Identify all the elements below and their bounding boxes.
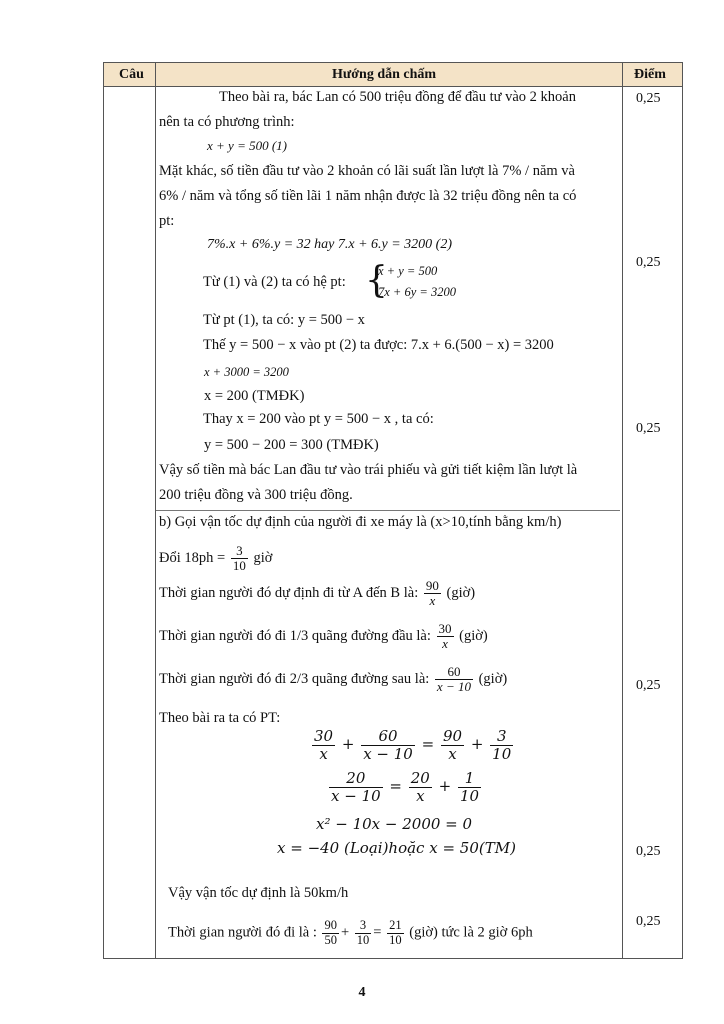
system-brace: { [365, 260, 388, 301]
a-sys-2: 7x + 6y = 3200 [378, 285, 456, 299]
b-math-1: $\frac{30}{x}$ + $\frac{60}{x - 10}$ = $\frac{90}{x}$ + $\frac{3}{10}$ [314, 727, 512, 763]
score-4: 0,25 [636, 678, 661, 693]
a-line-2: nên ta có phương trình: [159, 114, 295, 130]
score-5: 0,25 [636, 844, 661, 859]
a-line-9: Thay x = 200 vào pt y = 500 − x , ta có: [203, 411, 434, 427]
a-eq-1: x + y = 500 (1) [207, 138, 287, 153]
a-eq-3: x + 3000 = 3200 [204, 365, 289, 379]
a-line-3: Mặt khác, số tiền đầu tư vào 2 khoản có lãi suất lần lượt là 7% / năm và [159, 163, 575, 179]
b-line-1: b) Gọi vận tốc dự định của người đi xe máy là (x>10,tính bằng km/h) [159, 514, 562, 530]
header-diem: Điểm [634, 67, 666, 82]
a-line-8: Thế y = 500 − x vào pt (2) ta được: 7.x + 6.(500 − x) = 3200 [203, 337, 554, 353]
header-cau: Câu [119, 67, 144, 82]
a-eq-4: x = 200 (TMĐK) [204, 388, 305, 404]
score-6: 0,25 [636, 914, 661, 929]
a-line-1: Theo bài ra, bác Lan có 500 triệu đồng để đầu tư vào 2 khoản [219, 89, 576, 105]
score-3: 0,25 [636, 421, 661, 436]
b-line-6: Theo bài ra ta có PT: [159, 710, 281, 726]
score-1: 0,25 [636, 91, 661, 106]
b-line-2: Đổi 18ph = $\frac{3}{10}$ giờ [159, 543, 273, 574]
b-line-3: Thời gian người đó dự định đi từ A đến B là: $\frac{90}{x}$ (giờ) [159, 578, 476, 609]
a-line-7: Từ pt (1), ta có: y = 500 − x [203, 312, 365, 328]
b-line-5: Thời gian người đó đi 2/3 quãng đường sau là: $\frac{60}{x - 10}$ (giờ) [159, 664, 508, 695]
b-math-2: $\frac{20}{x - 10}$ = $\frac{20}{x}$ + $\frac{1}{10}$ [331, 769, 480, 805]
a-eq-5: y = 500 − 200 = 300 (TMĐK) [204, 437, 379, 453]
a-line-4: 6% / năm và tổng số tiền lãi 1 năm nhận được là 32 triệu đồng nên ta có [159, 188, 577, 204]
b-line-4: Thời gian người đó đi 1/3 quãng đường đầu là: $\frac{30}{x}$ (giờ) [159, 621, 488, 652]
b-math-4: x = −40 (Loại)hoặc x = 50(TM) [277, 839, 516, 857]
table-header [104, 63, 682, 87]
score-2: 0,25 [636, 255, 661, 270]
a-line-10: Vậy số tiền mà bác Lan đầu tư vào trái phiếu và gửi tiết kiệm lần lượt là [159, 462, 578, 478]
b-math-3: x² − 10x − 2000 = 0 [316, 815, 473, 833]
row-divider [156, 510, 620, 511]
a-line-6: Từ (1) và (2) ta có hệ pt: [203, 274, 346, 290]
b-line-8: Thời gian người đó đi là : $\frac{90}{50}$ + $\frac{3}{10}$ = $\frac{21}{10}$ (giờ) tức là 2 giờ 6ph [168, 918, 533, 947]
a-sys-1: x + y = 500 [378, 264, 438, 278]
a-line-5: pt: [159, 213, 175, 229]
b-line-7: Vậy vận tốc dự định là 50km/h [168, 885, 349, 901]
col-divider-2 [622, 63, 623, 958]
a-line-11: 200 triệu đồng và 300 triệu đồng. [159, 487, 353, 503]
a-eq-2: 7%.x + 6%.y = 32 hay 7.x + 6.y = 3200 (2) [207, 237, 453, 252]
header-huong-dan: Hướng dẫn chấm [332, 67, 437, 82]
page-number: 4 [358, 985, 366, 1000]
